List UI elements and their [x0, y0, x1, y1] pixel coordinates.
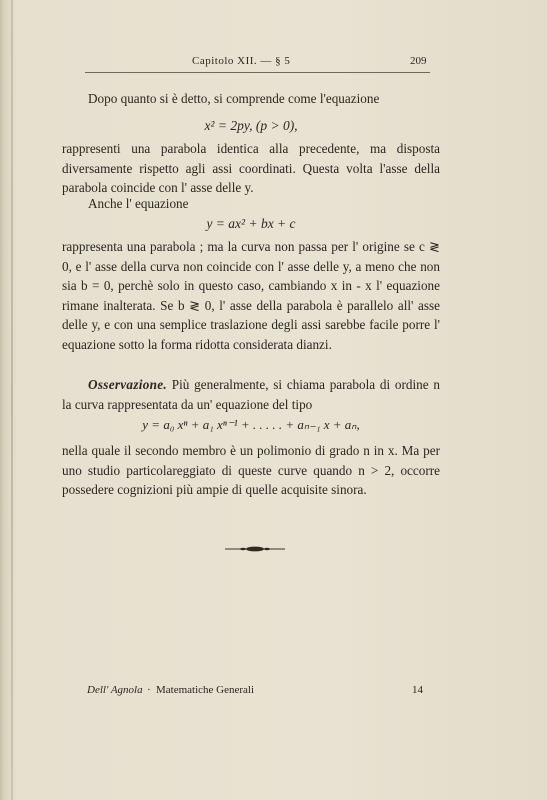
- paragraph-4: rappresenta una parabola ; ma la curva non passa per l' origine se c ≷ 0, e l' asse della curva non coincide con l' asse delle y, a meno che non sia b = 0, perchè solo in questo caso, cambiando x in - x l' equazione rimane inalterata. Se b ≷ 0, l' asse della parabola è parallelo all' asse delle y, e con una semplice traslazione degli assi sarebbe facile porre l' equazione sotto la forma ridotta considerata dianzi.: [62, 239, 440, 352]
- signature-mark: 14: [412, 684, 423, 696]
- footer-separator: ·: [147, 684, 151, 696]
- paragraph-2: rappresenti una parabola identica alla precedente, ma disposta diversamente rispetto agli assi coordinati. Questa volta l'asse della parabola coincide con l' asse delle y.: [62, 141, 440, 196]
- running-title: Capitolo XII. — § 5: [192, 55, 291, 67]
- page-header: [0, 55, 547, 71]
- page-number: 209: [410, 55, 427, 67]
- footer-book-title: Matematiche Generali: [156, 684, 255, 696]
- paragraph-3: Anche l' equazione: [88, 196, 189, 211]
- header-rule: [85, 72, 430, 73]
- formula-3: y = a₀ xⁿ + a₁ xⁿ⁻¹ + . . . . . + aₙ₋₁ x + aₙ,: [142, 417, 360, 432]
- binding-gutter: [11, 0, 13, 800]
- paragraph-1: Dopo quanto si è detto, si comprende come l'equazione: [88, 91, 380, 106]
- paragraph-5: Osservazione. Più generalmente, si chiama parabola di ordine n la curva rappresentata da un' equazione del tipo: [62, 377, 441, 412]
- section-end-ornament: [223, 545, 287, 553]
- paragraph-6: nella quale il secondo membro è un polimonio di grado n in x. Ma per uno studio particolareggiato di queste curve quando n > 2, occorre possedere cognizioni più ampie di quelle acquisite sinora.: [62, 443, 440, 498]
- observation-label: Osservazione.: [88, 377, 167, 392]
- footer-author: Dell' Agnola: [87, 684, 143, 696]
- formula-2: y = ax² + bx + c: [206, 216, 296, 231]
- formula-1: x² = 2py, (p > 0),: [204, 118, 298, 133]
